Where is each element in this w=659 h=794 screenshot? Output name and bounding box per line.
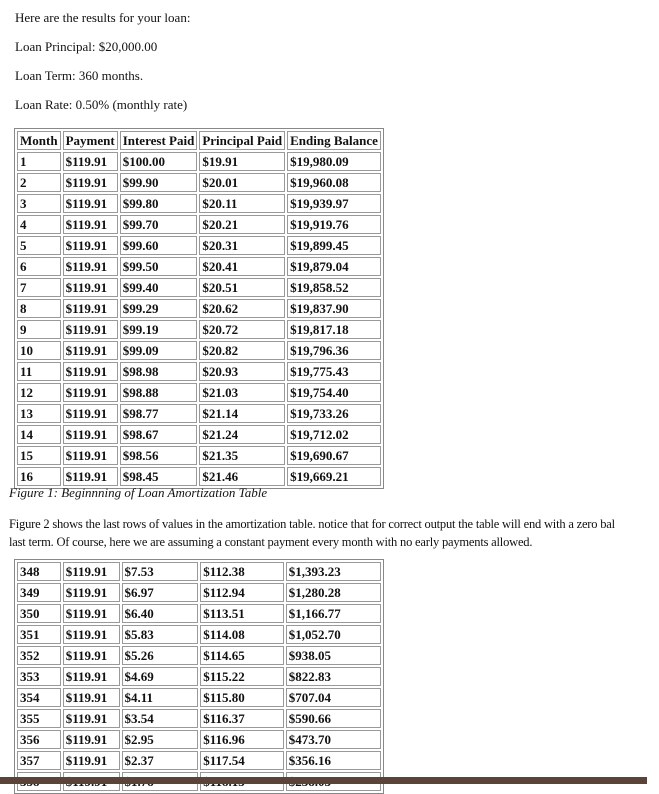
table-cell: $19,690.67	[287, 446, 381, 465]
table-cell: $2.95	[122, 730, 199, 749]
table-cell: 1	[17, 152, 61, 171]
table-cell: $119.91	[63, 383, 118, 402]
description-paragraph	[9, 515, 659, 551]
table-cell: $1,166.77	[286, 604, 381, 623]
table-cell: $119.91	[63, 583, 120, 602]
table-cell: $822.83	[286, 667, 381, 686]
table-row	[17, 709, 381, 728]
table-cell: $21.46	[199, 467, 285, 486]
table-cell: $1,052.70	[286, 625, 381, 644]
table-cell: $100.00	[120, 152, 198, 171]
table-cell: $119.91	[63, 604, 120, 623]
table-header-row	[17, 131, 381, 150]
table-cell: $98.98	[120, 362, 198, 381]
table-cell: 2	[17, 173, 61, 192]
table-cell: $119.91	[63, 425, 118, 444]
table-cell: $19,775.43	[287, 362, 381, 381]
table-cell: $20.82	[199, 341, 285, 360]
table-cell: $119.91	[63, 688, 120, 707]
table-cell: $21.24	[199, 425, 285, 444]
table-row	[17, 257, 381, 276]
table-cell: $19,837.90	[287, 299, 381, 318]
table-cell: $112.94	[200, 583, 283, 602]
table-cell: $119.91	[63, 404, 118, 423]
table-cell: $113.51	[200, 604, 283, 623]
table-cell: $19,669.21	[287, 467, 381, 486]
table-cell: $119.91	[63, 320, 118, 339]
table-cell: $5.83	[122, 625, 199, 644]
loan-term: Loan Term: 360 months.	[15, 68, 144, 83]
table-row	[17, 667, 381, 686]
table-cell: $7.53	[122, 562, 199, 581]
table-cell: $99.29	[120, 299, 198, 318]
table-cell: $19,919.76	[287, 215, 381, 234]
table-cell: $19.91	[199, 152, 285, 171]
column-header: Month	[17, 131, 61, 150]
table-cell: 351	[17, 625, 61, 644]
table-row	[17, 278, 381, 297]
results-heading: Here are the results for your loan:	[15, 10, 191, 25]
table-cell: $119.91	[63, 362, 118, 381]
table-cell: $99.90	[120, 173, 198, 192]
table-cell: 11	[17, 362, 61, 381]
table-cell: $116.96	[200, 730, 283, 749]
table-cell: 10	[17, 341, 61, 360]
table-row	[17, 688, 381, 707]
table-cell: $707.04	[286, 688, 381, 707]
table-cell: $98.67	[120, 425, 198, 444]
table-row	[17, 604, 381, 623]
table-row	[17, 152, 381, 171]
table-cell: 350	[17, 604, 61, 623]
table-cell: $20.21	[199, 215, 285, 234]
table-cell: $938.05	[286, 646, 381, 665]
table-cell: $5.26	[122, 646, 199, 665]
table-cell: $473.70	[286, 730, 381, 749]
table-cell: $99.50	[120, 257, 198, 276]
table-row	[17, 320, 381, 339]
table-cell: 349	[17, 583, 61, 602]
amortization-table-beginning	[14, 128, 384, 489]
table-cell: $119.91	[63, 257, 118, 276]
table-cell: $119.91	[63, 215, 118, 234]
table-cell: 13	[17, 404, 61, 423]
table-cell: $20.31	[199, 236, 285, 255]
table-cell: $19,980.09	[287, 152, 381, 171]
table-cell: $19,858.52	[287, 278, 381, 297]
table-cell: $19,754.40	[287, 383, 381, 402]
table2-crop	[14, 565, 384, 777]
loan-rate: Loan Rate: 0.50% (monthly rate)	[15, 97, 188, 112]
table-cell: $115.22	[200, 667, 283, 686]
paragraph-line-2: last term. Of course, here we are assuming a constant payment every month with no early payments allowed.	[9, 535, 533, 549]
table-cell: 6	[17, 257, 61, 276]
table-cell: 355	[17, 709, 61, 728]
table-cell: $20.72	[199, 320, 285, 339]
table-cell: $119.91	[63, 667, 120, 686]
table-cell: $119.91	[63, 709, 120, 728]
table-cell: $119.91	[63, 625, 120, 644]
table-cell: 7	[17, 278, 61, 297]
table-cell: $119.91	[63, 730, 120, 749]
table-cell: 354	[17, 688, 61, 707]
table-row	[17, 299, 381, 318]
table-cell: $119.91	[63, 194, 118, 213]
table-cell: $19,939.97	[287, 194, 381, 213]
table-cell: 15	[17, 446, 61, 465]
table-cell: $119.91	[63, 467, 118, 486]
table-cell: $20.62	[199, 299, 285, 318]
table-row	[17, 341, 381, 360]
table-cell: $119.91	[63, 341, 118, 360]
table-row	[17, 446, 381, 465]
table-cell: $4.69	[122, 667, 199, 686]
table-cell: $98.88	[120, 383, 198, 402]
table-cell: $119.91	[63, 446, 118, 465]
table-row	[17, 194, 381, 213]
table-row	[17, 404, 381, 423]
table-cell: $21.35	[199, 446, 285, 465]
table-cell: $356.16	[286, 751, 381, 770]
table-cell: $19,796.36	[287, 341, 381, 360]
paragraph-line-1: Figure 2 shows the last rows of values in the amortization table. notice that for correct output the table will end with a zero bal	[9, 517, 615, 531]
table-cell: $116.37	[200, 709, 283, 728]
table-cell: 356	[17, 730, 61, 749]
table-cell: $119.91	[63, 299, 118, 318]
table-cell: $117.54	[200, 751, 283, 770]
table-cell: $119.91	[63, 751, 120, 770]
table-cell: $20.51	[199, 278, 285, 297]
bottom-bar	[0, 777, 647, 784]
table-cell: $4.11	[122, 688, 199, 707]
table-cell: $119.91	[63, 152, 118, 171]
table-cell: $99.70	[120, 215, 198, 234]
table-row	[17, 425, 381, 444]
table-row	[17, 730, 381, 749]
table-cell: 352	[17, 646, 61, 665]
table-cell: $19,879.04	[287, 257, 381, 276]
table-cell: $98.45	[120, 467, 198, 486]
table-cell: $114.08	[200, 625, 283, 644]
table-row	[17, 646, 381, 665]
amortization-table-ending	[14, 559, 384, 794]
table-cell: 4	[17, 215, 61, 234]
figure-caption: Figure 1: Beginnning of Loan Amortization Table	[9, 485, 268, 500]
table-cell: 12	[17, 383, 61, 402]
table-cell: $590.66	[286, 709, 381, 728]
table-cell: 9	[17, 320, 61, 339]
table-cell: $3.54	[122, 709, 199, 728]
table-row	[17, 215, 381, 234]
table-cell: $2.37	[122, 751, 199, 770]
table-cell: $19,960.08	[287, 173, 381, 192]
table-row	[17, 383, 381, 402]
table-cell: $119.91	[63, 278, 118, 297]
table-cell: $119.91	[63, 236, 118, 255]
table-cell: 16	[17, 467, 61, 486]
table-cell: $19,899.45	[287, 236, 381, 255]
table-row	[17, 236, 381, 255]
loan-principal: Loan Principal: $20,000.00	[15, 39, 158, 54]
table-row	[17, 173, 381, 192]
table-row	[17, 467, 381, 486]
table-cell: $6.40	[122, 604, 199, 623]
table-cell: $6.97	[122, 583, 199, 602]
column-header: Interest Paid	[120, 131, 198, 150]
table-cell: 8	[17, 299, 61, 318]
table-cell: 14	[17, 425, 61, 444]
table-cell: $99.40	[120, 278, 198, 297]
table-cell: $1,393.23	[286, 562, 381, 581]
table-cell: $119.91	[63, 173, 118, 192]
table-row	[17, 583, 381, 602]
table-cell: $20.01	[199, 173, 285, 192]
table-cell: $119.91	[63, 562, 120, 581]
table-cell: $99.09	[120, 341, 198, 360]
table-row	[17, 362, 381, 381]
table-cell: $114.65	[200, 646, 283, 665]
table-cell: 357	[17, 751, 61, 770]
table-cell: $98.56	[120, 446, 198, 465]
column-header: Ending Balance	[287, 131, 381, 150]
table-cell: $20.11	[199, 194, 285, 213]
table1-crop	[14, 128, 384, 484]
table-cell: $21.14	[199, 404, 285, 423]
table-cell: 348	[17, 562, 61, 581]
table-cell: $19,733.26	[287, 404, 381, 423]
table-cell: $19,817.18	[287, 320, 381, 339]
table-cell: $115.80	[200, 688, 283, 707]
table-cell: $119.91	[63, 646, 120, 665]
table-row	[17, 625, 381, 644]
table-row	[17, 562, 381, 581]
table-cell: $20.41	[199, 257, 285, 276]
table-row	[17, 751, 381, 770]
table-cell: 3	[17, 194, 61, 213]
table-cell: $19,712.02	[287, 425, 381, 444]
column-header: Principal Paid	[199, 131, 285, 150]
table-cell: $1,280.28	[286, 583, 381, 602]
table-cell: $99.60	[120, 236, 198, 255]
table-cell: $99.19	[120, 320, 198, 339]
table-cell: $21.03	[199, 383, 285, 402]
table-cell: $98.77	[120, 404, 198, 423]
table-cell: 353	[17, 667, 61, 686]
table-cell: $112.38	[200, 562, 283, 581]
table-cell: $20.93	[199, 362, 285, 381]
table-cell: $99.80	[120, 194, 198, 213]
table-cell: 5	[17, 236, 61, 255]
column-header: Payment	[63, 131, 118, 150]
